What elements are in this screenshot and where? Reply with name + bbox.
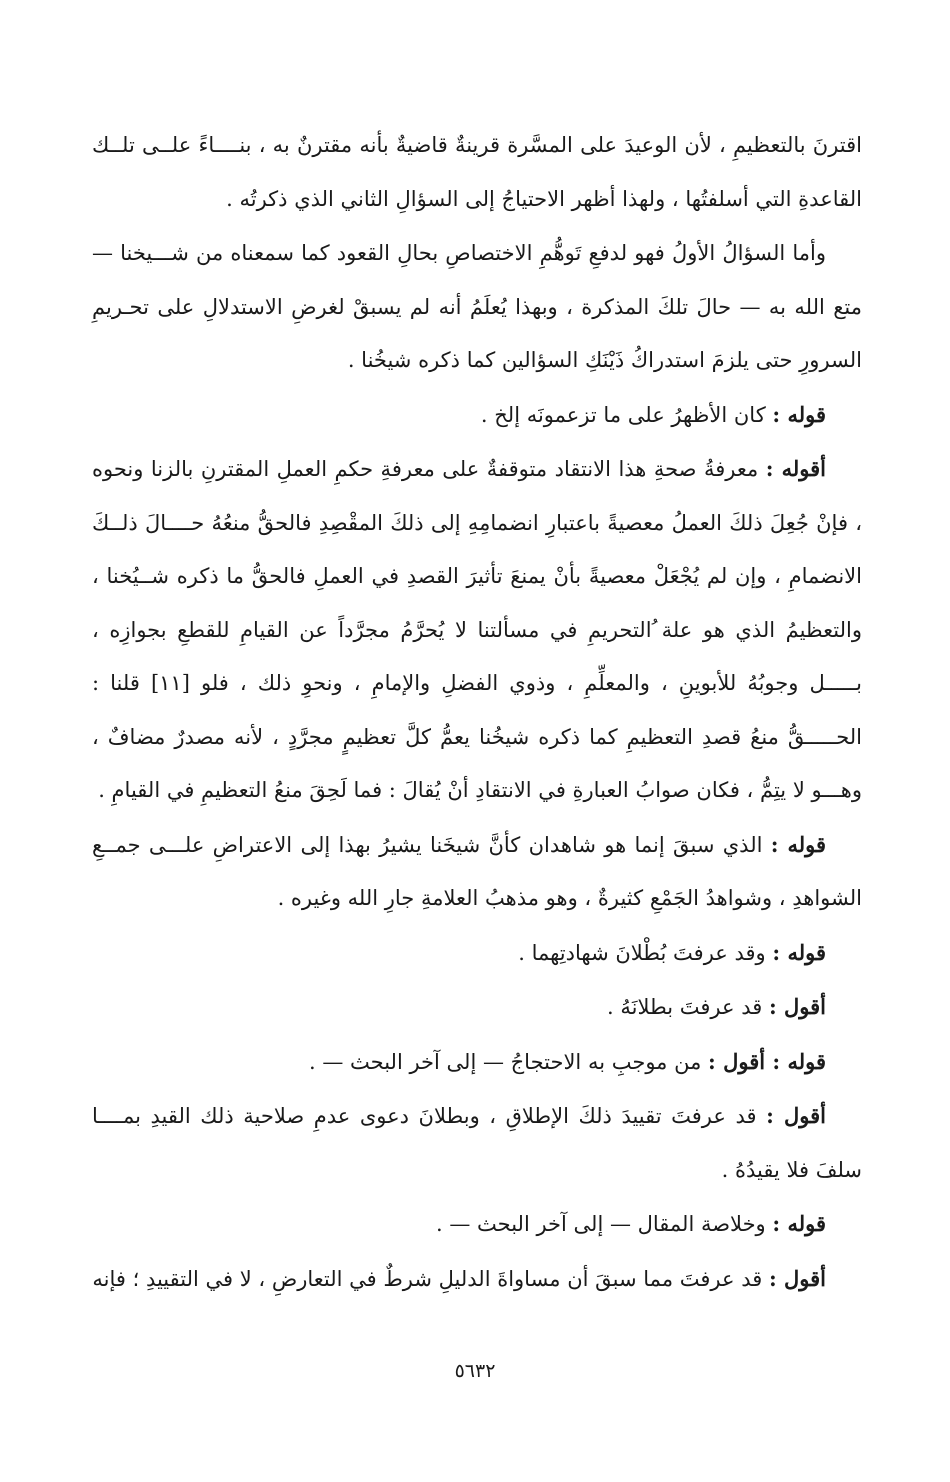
paragraph-text: وأما السؤالُ الأولُ فهو لدفعِ تَوهُّمِ الاختصاصِ بحالِ القعود كما سمعناه من شـــيخنا — متع الله به — حالَ تلكَ المذكرة ، وبهذا يُعلَمُ أنه لم يسبقْ لغرضِ الاستدلالِ على تحـريمِ السرورِ حتى يلزمَ استدراكُ ذَيْنَكِ السؤالين كما ذكره شيخُنا . <box>92 241 862 372</box>
paragraph-label: أقوله : <box>765 456 826 481</box>
paragraph-text: قد عرفتَ تقييدَ ذلكَ الإطلاقِ ، وبطلانَ دعوى عدمِ صلاحية ذلك القيدِ بمــــا سلفَ فلا يقيدُهُ . <box>92 1104 862 1182</box>
paragraph-label: قوله : <box>770 831 826 857</box>
paragraph-text: وقد عرفتَ بُطْلانَ شهادتِهما . <box>518 940 766 965</box>
paragraph-text: الذي سبقَ إنما هو شاهدان كأنَّ شيخَنا يشيرُ بهذا إلى الاعتراضِ علـــى جمــعِ الشواهدِ ، وشواهدُ الجَمْعِ كثيرةٌ ، وهو مذهبُ العلامةِ جارِ الله وغيره . <box>92 832 862 910</box>
paragraph-text: كان الأظهرُ على ما تزعمونَه إلخ . <box>480 402 766 427</box>
paragraph <box>92 1089 862 1197</box>
paragraph <box>92 388 862 443</box>
paragraph <box>92 980 862 1035</box>
paragraph <box>92 1197 862 1252</box>
paragraph-label: أقول : <box>766 1103 826 1128</box>
paragraph-text: وخلاصة المقال — إلى آخر البحث — . <box>436 1212 766 1236</box>
paragraph <box>92 1252 862 1307</box>
paragraph <box>92 1035 862 1090</box>
paragraph-text: اقترنَ بالتعظيمِ ، لأن الوعيدَ على المسَّرة قرينةٌ قاضيةٌ بأنه مقترنٌ به ، بنــــاءً علــى تلــك القاعدةِ التي أسلفتُها ، ولهذا أظهر الاحتياجُ إلى السؤالِ الثاني الذي ذكرتُه . <box>92 133 862 211</box>
paragraph-label: قوله : أقول : <box>708 1048 826 1074</box>
paragraph-label: قوله : <box>772 1211 826 1236</box>
paragraph-text: قد عرفتَ بطلانَهُ . <box>607 995 763 1019</box>
paragraph <box>92 442 862 818</box>
paragraph-label: قوله : <box>772 939 826 965</box>
paragraph-text: معرفةُ صحةِ هذا الانتقاد متوقفةٌ على معرفةِ حكمِ العملِ المقترنِ بالزنا ونحوه ، فإنْ جُعِلَ ذلكَ العملُ معصيةً باعتبارِ انضمامِهِ إلى ذلكَ المقْصِدِ فالحقُّ منعُهُ حــــالَ ذلــكَ الانضمامِ ، وإن لم يُجْعَلْ معصيةً بأنْ يمنعَ تأثيرَ القصدِ في العملِ فالحقُّ ما ذكره شــيُخنا ، والتعظيمُ الذي هو علة ُالتحريمِ في مسألتنا لا يُحرَّمُ مجرَّداً عن القيامِ للقطعِ بجوازِه ، بـــــل وجوبُهُ للأبوينِ ، والمعلِّمِ ، وذوي الفضلِ والإمامِ ، ونحوِ ذلك ، فلو [١١] قلنا : الحـــــقُّ منعُ قصدِ التعظيمِ كما ذكره شيخُنا يعمُّ كلَّ تعظيمٍ مجرَّدٍ ، لأنه مصدرٌ مضافٌ ، وهـــو لا يتِمُّ ، فكان صوابُ العبارةِ في الانتقادِ أنْ يُقالَ : فما لَحِقَ منعُ التعظيمِ في القيامِ . <box>92 457 862 802</box>
paragraph <box>92 226 862 388</box>
paragraph-text: من موجبِ به الاحتجاجُ — إلى آخر البحث — . <box>309 1049 702 1074</box>
page-text-block <box>92 118 862 1306</box>
paragraph-label: قوله : <box>772 401 826 427</box>
paragraph <box>92 926 862 981</box>
paragraph <box>92 818 862 926</box>
paragraph-label: أقول : <box>768 994 826 1019</box>
paragraph <box>92 118 862 226</box>
paragraph-label: أقول : <box>768 1265 826 1291</box>
page-number: ٥٦٣٢ <box>454 1360 496 1382</box>
paragraph-text: قد عرفتَ مما سبقَ أن مساواةَ الدليلِ شرطٌ في التعارضِ ، لا في التقييدِ ؛ فإنه <box>92 1266 763 1291</box>
